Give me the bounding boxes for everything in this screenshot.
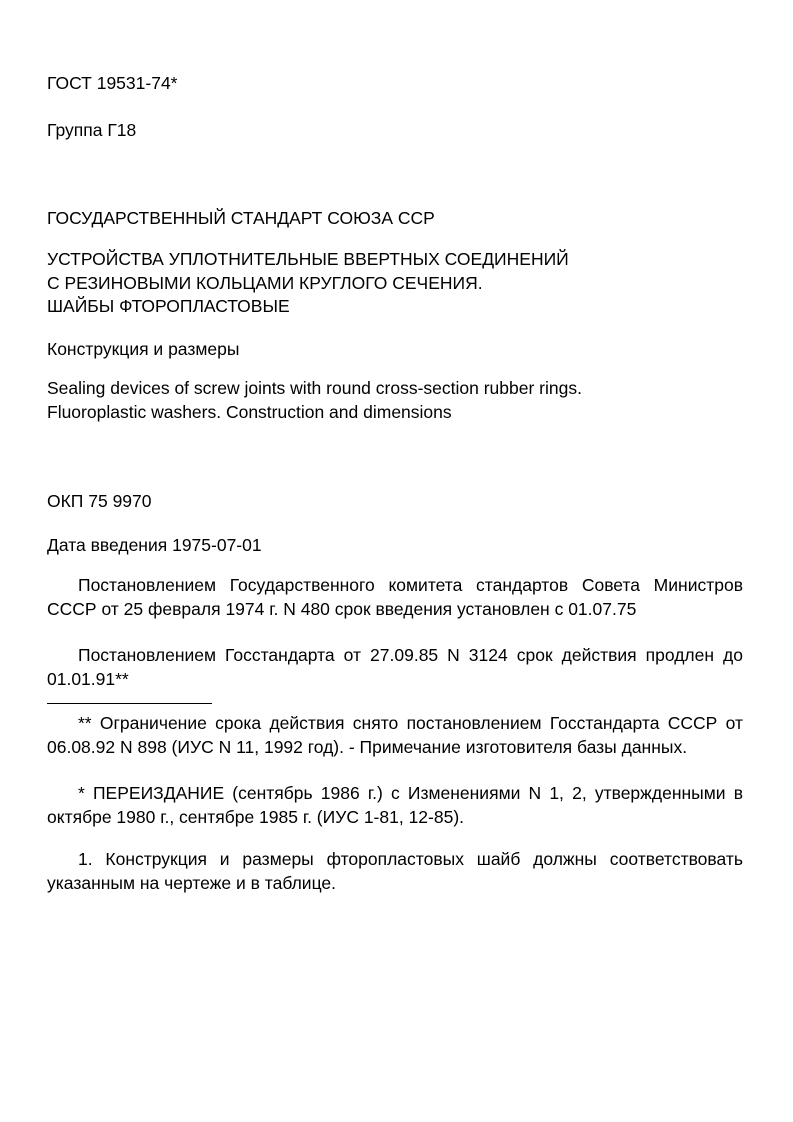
english-title-line-2: Fluoroplastic washers. Construction and dimensions	[47, 401, 452, 422]
footnote-separator	[47, 703, 212, 704]
intro-date: Дата введения 1975-07-01	[47, 535, 262, 555]
footnote-2: * ПЕРЕИЗДАНИЕ (сентябрь 1986 г.) с Изменениями N 1, 2, утвержденными в октябре 1980 г., сентябре 1985 г. (ИУС 1-81, 12-85).	[47, 783, 743, 827]
english-title	[47, 377, 582, 424]
document-title	[47, 248, 569, 319]
document-title-line-1: УСТРОЙСТВА УПЛОТНИТЕЛЬНЫЕ ВВЕРТНЫХ СОЕДИНЕНИЙ	[47, 249, 569, 269]
document-title-line-3: ШАЙБЫ ФТОРОПЛАСТОВЫЕ	[47, 296, 290, 316]
standard-number: ГОСТ 19531-74*	[47, 73, 178, 93]
clause-1: 1. Конструкция и размеры фторопластовых шайб должны соответствовать указанным на чертеже и в таблице.	[47, 849, 743, 893]
document-subtitle: Конструкция и размеры	[47, 339, 240, 359]
decree-paragraph-1: Постановлением Государственного комитета стандартов Совета Министров СССР от 25 февраля 1974 г. N 480 срок введения установлен с 01.07.75	[47, 575, 743, 619]
organization-title: ГОСУДАРСТВЕННЫЙ СТАНДАРТ СОЮЗА ССР	[47, 208, 435, 228]
english-title-line-1: Sealing devices of screw joints with round cross-section rubber rings.	[47, 378, 582, 398]
document-title-line-2: С РЕЗИНОВЫМИ КОЛЬЦАМИ КРУГЛОГО СЕЧЕНИЯ.	[47, 272, 483, 293]
okp-code: ОКП 75 9970	[47, 491, 152, 511]
decree-paragraph-2: Постановлением Госстандарта от 27.09.85 N 3124 срок действия продлен до 01.01.91**	[47, 645, 743, 689]
group-code: Группа Г18	[47, 120, 137, 140]
footnote-1: ** Ограничение срока действия снято постановлением Госстандарта СССР от 06.08.92 N 898 (ИУС N 11, 1992 год). - Примечание изготовителя базы данных.	[47, 713, 743, 757]
